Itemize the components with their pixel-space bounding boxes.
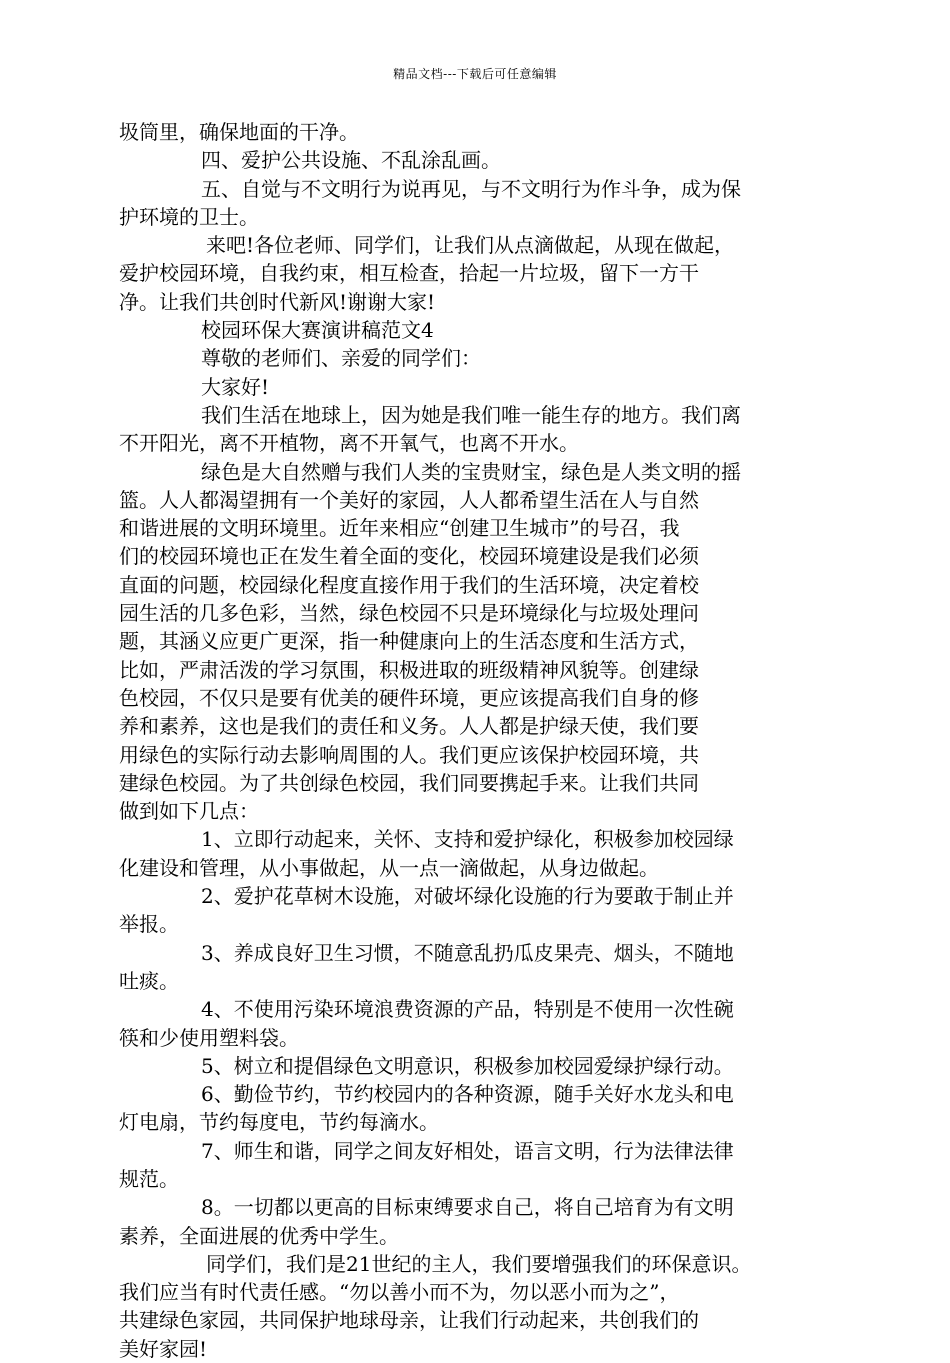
text-line: 色校园，不仅只是要有优美的硬件环境，更应该提高我们自身的修 [119, 685, 699, 710]
text-line: 化建设和管理，从小事做起，从一点一滴做起，从身边做起。 [119, 855, 659, 880]
text-line: 校园环保大赛演讲稿范文4 [201, 318, 434, 343]
text-line: 2、爱护花草树木设施，对破坏绿化设施的行为要敢于制止并 [201, 884, 734, 909]
text-line: 用绿色的实际行动去影响周围的人。我们更应该保护校园环境，共 [119, 742, 699, 767]
text-line: 举报。 [119, 912, 179, 937]
text-line: 4、不使用污染环境浪费资源的产品，特别是不使用一次性碗 [201, 997, 734, 1022]
text-line: 同学们，我们是21世纪的主人，我们要增强我们的环保意识。 [206, 1251, 752, 1276]
text-line: 护环境的卫士。 [119, 204, 259, 229]
text-line: 5、树立和提倡绿色文明意识，积极参加校园爱绿护绿行动。 [201, 1053, 734, 1078]
text-line: 6、勤俭节约，节约校园内的各种资源，随手关好水龙头和电 [201, 1082, 734, 1107]
text-line: 五、自觉与不文明行为说再见，与不文明行为作斗争，成为保 [201, 176, 741, 201]
text-line: 规范。 [119, 1166, 179, 1191]
text-line: 直面的问题，校园绿化程度直接作用于我们的生活环境，决定着校 [119, 572, 699, 597]
text-line: 大家好! [201, 374, 270, 399]
text-line: 3、养成良好卫生习惯，不随意乱扔瓜皮果壳、烟头，不随地 [201, 940, 734, 965]
text-line: 做到如下几点： [119, 799, 259, 824]
text-line: 筷和少使用塑料袋。 [119, 1025, 299, 1050]
text-line: 绿色是大自然赠与我们人类的宝贵财宝，绿色是人类文明的摇 [201, 459, 741, 484]
text-line: 们的校园环境也正在发生着全面的变化，校园环境建设是我们必须 [119, 544, 699, 569]
text-line: 素养，全面进展的优秀中学生。 [119, 1223, 399, 1248]
text-line: 灯电扇，节约每度电，节约每滴水。 [119, 1110, 439, 1135]
text-line: 园生活的几多色彩，当然，绿色校园不只是环境绿化与垃圾处理问 [119, 601, 699, 626]
text-line: 我们生活在地球上，因为她是我们唯一能生存的地方。我们离 [201, 402, 741, 427]
text-line: 爱护校园环境，自我约束，相互检查，拾起一片垃圾，留下一方干 [119, 261, 699, 286]
text-line: 不开阳光，离不开植物，离不开氧气，也离不开水。 [119, 431, 579, 456]
text-line: 8。一切都以更高的目标束缚要求自己，将自己培育为有文明 [201, 1195, 734, 1220]
page-header: 精品文档---下载后可任意编辑 [393, 67, 557, 81]
text-line: 四、爱护公共设施、不乱涂乱画。 [201, 148, 501, 173]
text-line: 7、师生和谐，同学之间友好相处，语言文明，行为法律法律 [201, 1138, 734, 1163]
text-line: 净。让我们共创时代新风!谢谢大家! [119, 289, 436, 314]
text-line: 尊敬的老师们、亲爱的同学们： [201, 346, 481, 371]
text-line: 篮。人人都渴望拥有一个美好的家园，人人都希望生活在人与自然 [119, 487, 699, 512]
text-line: 题，其涵义应更广更深，指一种健康向上的生活态度和生活方式， [119, 629, 699, 654]
text-line: 1、立即行动起来，关怀、支持和爱护绿化，积极参加校园绿 [201, 827, 734, 852]
text-line: 和谐进展的文明环境里。近年来相应“创建卫生城市”的号召，我 [119, 516, 680, 541]
text-line: 美好家园! [119, 1336, 208, 1361]
text-line: 共建绿色家园，共同保护地球母亲，让我们行动起来，共创我们的 [119, 1308, 699, 1333]
text-line: 我们应当有时代责任感。“勿以善小而不为，勿以恶小而为之”， [119, 1280, 680, 1305]
text-line: 养和素养，这也是我们的责任和义务。人人都是护绿天使，我们要 [119, 714, 699, 739]
text-line: 吐痰。 [119, 968, 179, 993]
text-line: 建绿色校园。为了共创绿色校园，我们同要携起手来。让我们共同 [119, 770, 699, 795]
text-line: 圾筒里，确保地面的干净。 [119, 120, 359, 144]
text-line: 比如，严肃活泼的学习氛围，积极进取的班级精神风貌等。创建绿 [119, 657, 699, 682]
document-body [119, 118, 819, 1363]
text-line: 来吧!各位老师、同学们，让我们从点滴做起，从现在做起， [206, 233, 735, 258]
